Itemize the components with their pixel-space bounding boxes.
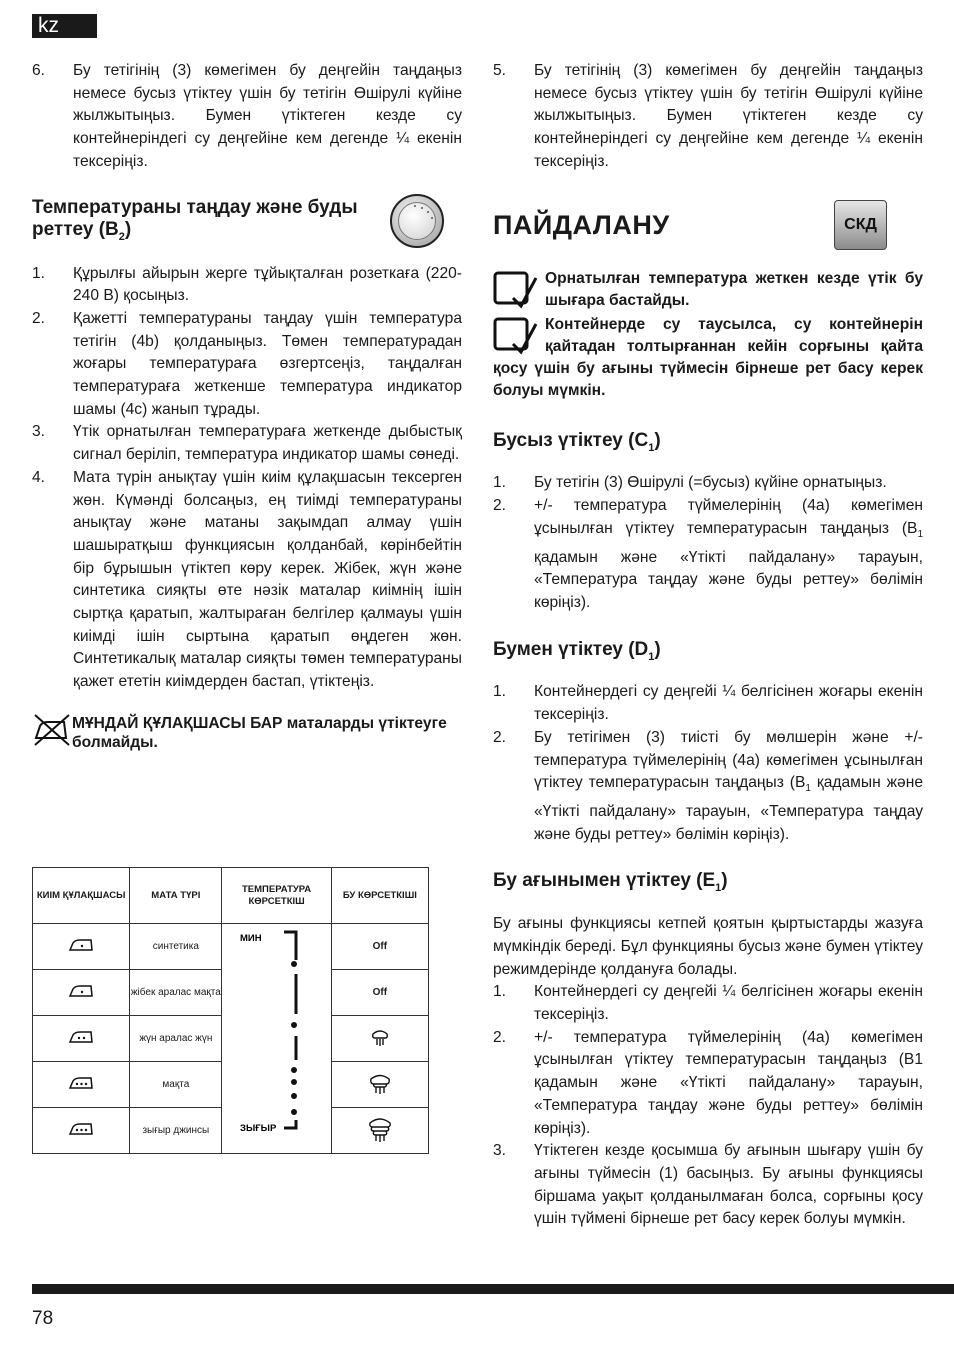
steam-shot-heading: Бу ағынымен үтіктеу $(E_1)$ [493,870,728,895]
no-iron-warning: МҰНДАЙ ҚҰЛАҚШАСЫ БАР маталарды үтіктеуге болмайды. [32,714,462,758]
page-number: 78 [32,1308,54,1329]
fabric-cell: жүн аралас жүн [130,1016,222,1062]
step-number: 6. [32,62,46,79]
steam-off-label: Off [331,924,428,970]
col-header-label: КИІМ ҚҰЛАҚШАСЫ [33,868,130,924]
step-item: 3. Үтіктеген кезде қосымша бу ағынын шығару үшін бу ағыны түймесін (1) басыңыз. Бу ағыны функциясы біршама уақыт қолданылмаған болса, сорғыны қосу үшін түймені бірнеше рет басу керек болуы мүмкін. [493,1142,923,1228]
note-refill-pump: Контейнерде су таусылса, су контейнерін қайтадан толтырғаннан кейін сорғыны қайта қосу үшін бу ағыны түймесін бірнеше рет басу керек болуы мүмкін. [493,315,923,399]
temperature-heading: Температураны таңдау және буды реттеу $(B_2)$ [32,196,358,243]
table-header-row [33,868,429,924]
left-column [32,60,462,758]
step-item: 1. Бу тетігін (3) Өшірулі (=бусыз) күйіне орнатыңыз. [493,474,887,492]
step-item: 4. Мата түрін анықтау үшін киім құлақшасын тексерген жөн. Күмәнді болсаңыз, ең тиімді температураны анықтау және матаны зақымдап алмау үшін шашыратқыш функциясын қолданбай, көрінбейтін бір бұрышын үтіктеп көру керек. Жібек, жүн және синтетика сияқты өте нәзік маталар киімнің ішін сыртқа қаратып, жалтыраған белгілер қалмауы үшін киімді ішін сыртына қаратып өңдеген жөн. Синтетикалық маталар сияқты төмен температураны қажет ететін киімдерден бастап, үтіктеңіз. [32,468,462,691]
iron-two-dots-icon [33,1016,130,1062]
fabric-cell: жібек аралас мақта [130,970,222,1016]
step-item: 2. Бу тетігімен (3) тиісті бу мөлшерін және +/- температура түймелерінің (4a) көмегімен ұсынылған үтіктеу температурасын таңдаңыз ($B_1$ қадамын және «Үтікті пайдалану» тарауын, «Температура таңдау және буды реттеу» бөлімін көріңіз). [493,728,924,843]
step-item [32,60,462,174]
steam-ironing-steps [493,681,923,846]
crossed-iron-icon [32,712,72,748]
ckd-badge: СКД [834,200,887,250]
col-header-steam: БУ КӨРСЕТКІШІ [331,868,428,924]
steam-medium-icon [331,1062,428,1108]
steam-shot-steps [493,981,923,1231]
iron-three-dots-icon [33,1108,130,1154]
steam-shot-intro: Бу ағыны функциясы кетпей қоятын қыртыстарды жазуға мүмкіндік береді. Бұл функцияны бусыз және бумен үтіктеу режимдерінде қолдануға болады. [493,915,923,978]
step-item: 1. Құрылғы айырын жерге тұйықталған розеткаға (220-240 В) қосыңыз. [32,264,462,305]
temp-min-label: МИН [240,933,263,944]
steam-high-icon [331,1108,428,1154]
temperature-steps [32,263,462,694]
fabric-cell: зығыр джинсы [130,1108,222,1154]
step-item: 2. +/- температура түймелерінің (4а) көмегімен ұсынылған үтіктеу температурасын таңдаңыз ($B_1$ қадамын және «Үтікті пайдалану» тарауын, «Температура таңдау және буды реттеу» бөлімін көріңіз). [493,497,923,611]
table-row [33,924,429,970]
checkmark-note-icon [493,316,538,356]
step-list [493,60,923,174]
dry-ironing-steps [493,472,923,614]
step-item: 1. Контейнердегі су деңгейі ¼ белгісінен жоғары екенін тексеріңіз. [493,683,923,724]
col-header-fabric: МАТА ТҮРІ [130,868,222,924]
steam-low-icon [331,1016,428,1062]
iron-three-dots-icon [33,1062,130,1108]
usage-section-header [493,200,923,256]
language-badge: kz [32,14,97,38]
temperature-indicator [222,924,331,1154]
step-item: 2. +/- температура түймелерінің (4а) көмегімен ұсынылған үтіктеу температурасын таңдаңыз (B1 қадамын және «Үтікті пайдалану» тарауын, «Температура таңдау және буды реттеу» бөлімін көріңіз). [493,1028,923,1137]
step-item: 5. Бу тетігінің (3) көмегімен бу деңгейін таңдаңыз немесе бусыз үтіктеу үшін бу тетігін Өшірулі күйіне жылжытыңыз. Бумен үтіктеген кезде су контейнеріндегі су деңгейіне кем дегенде ¼ екенін тексеріңіз. [493,62,923,170]
right-column [493,60,923,1231]
temp-max-label: ЗЫҒЫР [240,1123,277,1134]
col-header-temperature: ТЕМПЕРАТУРА КӨРСЕТКІШ [222,868,331,924]
fabric-cell: синтетика [130,924,222,970]
step-list [32,60,462,174]
step-item: 1. Контейнердегі су деңгейі ¼ белгісінен жоғары екенін тексеріңіз. [493,983,923,1024]
step-item: 3. Үтік орнатылған температураға жеткенде дыбыстық сигнал беріліп, температура индикатор шамы сөнеді. [32,423,462,464]
dry-ironing-heading: Бусыз үтіктеу $(C_1)$ [493,429,661,454]
steam-off-label: Off [331,970,428,1016]
footer-rule [32,1284,954,1294]
temperature-scale [222,924,331,1154]
iron-one-dot-icon [33,924,130,970]
steam-ironing-heading: Бумен үтіктеу $(D_1)$ [493,638,661,663]
temperature-dial-icon [390,194,444,248]
step-item: 2. Қажетті температураны таңдау үшін температура тетігін (4b) қолданыңыз. Төмен температурадан жоғары температураға өзгертсеңіз, таңдалған температураға жеткенше температура индикатор шамы (4c) жанып тұрады. [32,309,462,418]
temperature-section-header [32,197,462,259]
fabric-cell: мақта [130,1062,222,1108]
step-text: Бу тетігінің (3) көмегімен бу деңгейін таңдаңыз немесе бусыз үтіктеу үшін бу тетігін Өшірулі күйіне жылжытыңыз. Бумен үтіктеген кезде су контейнеріндегі су деңгейіне кем дегенде ¼ екенін тексеріңіз. [73,62,462,170]
iron-one-dot-icon [33,970,130,1016]
ironing-table [32,867,429,1154]
checkmark-note-icon [493,270,538,310]
note-temperature-reached: Орнатылған температура жеткен кезде үтік бу шығара бастайды. [493,268,923,312]
usage-title: ПАЙДАЛАНУ [493,209,670,240]
